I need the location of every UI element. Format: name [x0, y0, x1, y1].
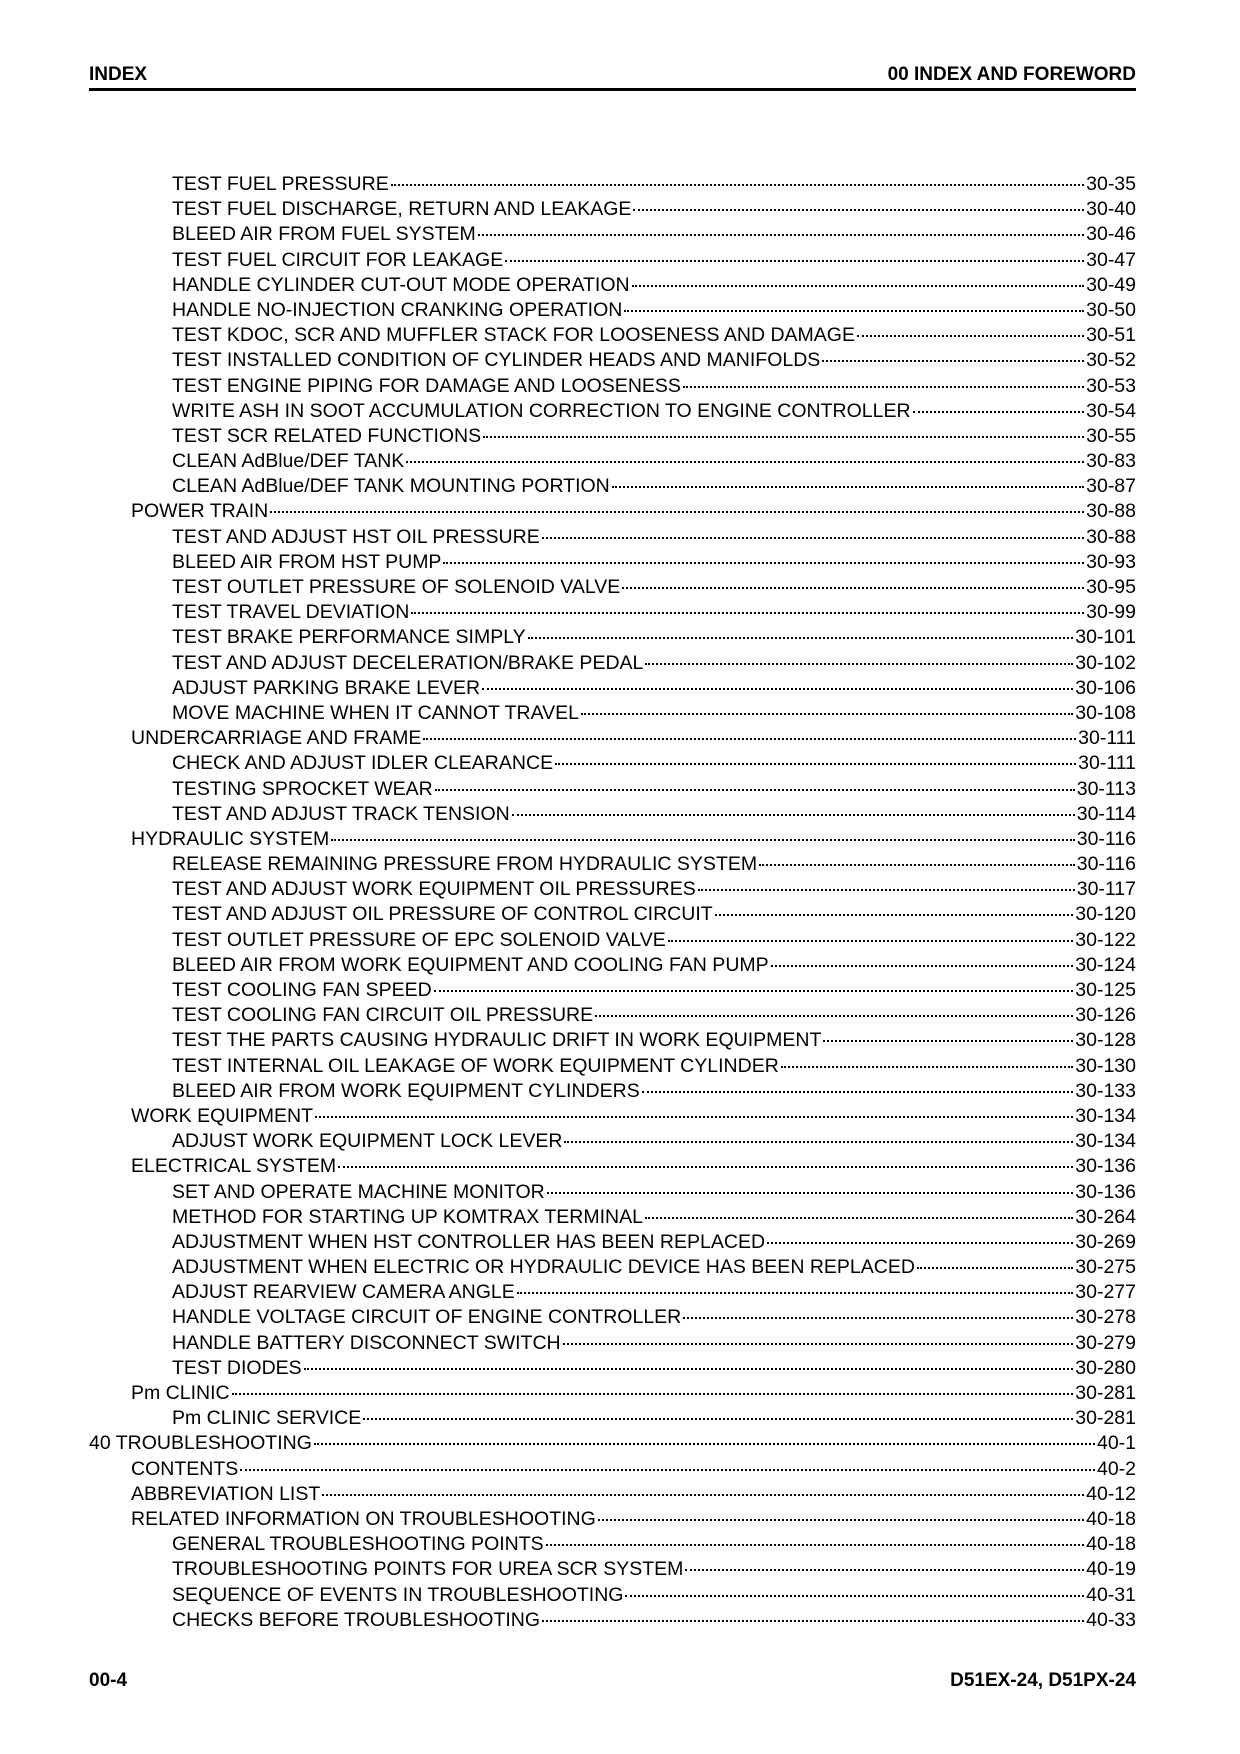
toc-entry-title: HANDLE CYLINDER CUT-OUT MODE OPERATION — [172, 273, 630, 296]
toc-dot-leader — [683, 386, 1084, 388]
toc-entry-page: 30-106 — [1075, 676, 1136, 699]
toc-entry-page: 30-275 — [1075, 1256, 1136, 1279]
toc-entry-title: TEST KDOC, SCR AND MUFFLER STACK FOR LOOSENESS AND DAMAGE — [172, 324, 855, 347]
toc-entry[interactable] — [89, 399, 1136, 424]
toc-entry[interactable] — [89, 726, 1136, 751]
toc-dot-leader — [771, 965, 1074, 967]
toc-entry[interactable] — [89, 499, 1136, 524]
toc-entry-title: TEST AND ADJUST TRACK TENSION — [172, 802, 510, 825]
toc-dot-leader — [478, 234, 1084, 236]
toc-entry-page: 30-88 — [1086, 500, 1136, 523]
toc-entry-title: TEST ENGINE PIPING FOR DAMAGE AND LOOSENESS — [172, 374, 681, 397]
toc-entry[interactable] — [89, 1154, 1136, 1179]
toc-entry-title: UNDERCARRIAGE AND FRAME — [131, 727, 422, 750]
toc-dot-leader — [595, 1015, 1073, 1017]
toc-entry[interactable] — [89, 298, 1136, 323]
toc-entry-title: TEST AND ADJUST OIL PRESSURE OF CONTROL CIRCUIT — [172, 903, 713, 926]
toc-dot-leader — [406, 461, 1084, 463]
toc-entry-title: SEQUENCE OF EVENTS IN TROUBLESHOOTING — [172, 1583, 624, 1606]
toc-entry-page: 30-136 — [1075, 1180, 1136, 1203]
toc-entry[interactable] — [89, 1079, 1136, 1104]
model-designation: D51EX-24, D51PX-24 — [950, 1670, 1136, 1691]
toc-entry[interactable] — [89, 827, 1136, 852]
toc-dot-leader — [823, 1040, 1073, 1042]
toc-entry-page: 30-122 — [1075, 928, 1136, 951]
toc-entry[interactable] — [89, 1230, 1136, 1255]
toc-dot-leader — [633, 209, 1084, 211]
toc-dot-leader — [423, 738, 1076, 740]
toc-dot-leader — [434, 990, 1074, 992]
toc-entry-page: 30-46 — [1086, 223, 1136, 246]
toc-entry[interactable] — [89, 1431, 1136, 1456]
toc-entry[interactable] — [89, 575, 1136, 600]
toc-dot-leader — [483, 436, 1084, 438]
toc-entry[interactable] — [89, 1557, 1136, 1582]
toc-entry-page: 30-277 — [1075, 1281, 1136, 1304]
toc-entry-title: WORK EQUIPMENT — [131, 1104, 314, 1127]
toc-entry-title: TEST FUEL PRESSURE — [172, 173, 389, 195]
page-number: 00-4 — [89, 1670, 128, 1691]
toc-entry-page: 30-116 — [1076, 853, 1136, 876]
toc-entry-title: TEST THE PARTS CAUSING HYDRAULIC DRIFT IN WORK EQUIPMENT — [172, 1029, 822, 1052]
toc-entry-page: 30-269 — [1075, 1230, 1136, 1253]
toc-dot-leader — [546, 1544, 1084, 1546]
toc-entry-title: TEST INSTALLED CONDITION OF CYLINDER HEADS AND MANIFOLDS — [172, 349, 821, 372]
toc-entry-page: 30-53 — [1086, 374, 1136, 397]
toc-dot-leader — [685, 1569, 1084, 1571]
toc-entry-title: ADJUST REARVIEW CAMERA ANGLE — [172, 1281, 515, 1304]
header-section-label: INDEX — [89, 64, 148, 85]
toc-entry-page: 30-279 — [1075, 1331, 1136, 1354]
toc-entry-page: 30-117 — [1076, 878, 1136, 901]
toc-entry-title: METHOD FOR STARTING UP KOMTRAX TERMINAL — [172, 1205, 643, 1228]
toc-dot-leader — [304, 1368, 1074, 1370]
toc-entry-title: TEST AND ADJUST WORK EQUIPMENT OIL PRESSURES — [172, 878, 696, 901]
toc-entry-page: 40-2 — [1096, 1457, 1136, 1480]
toc-entry-page: 30-111 — [1078, 727, 1136, 750]
toc-entry[interactable] — [89, 525, 1136, 550]
toc-dot-leader — [517, 1292, 1073, 1294]
toc-dot-leader — [612, 486, 1084, 488]
toc-entry-title: HANDLE BATTERY DISCONNECT SWITCH — [172, 1331, 561, 1354]
toc-dot-leader — [443, 562, 1084, 564]
toc-entry[interactable] — [89, 1305, 1136, 1330]
toc-entry-title: MOVE MACHINE WHEN IT CANNOT TRAVEL — [172, 701, 580, 724]
toc-entry[interactable] — [89, 1583, 1136, 1608]
toc-entry-page: 30-124 — [1075, 953, 1136, 976]
toc-entry-title: BLEED AIR FROM FUEL SYSTEM — [172, 223, 476, 246]
toc-entry-title: BLEED AIR FROM WORK EQUIPMENT AND COOLING FAN PUMP — [172, 953, 769, 976]
toc-entry[interactable] — [89, 1331, 1136, 1356]
toc-entry[interactable] — [89, 701, 1136, 726]
toc-dot-leader — [547, 1192, 1074, 1194]
toc-entry-title: CHECKS BEFORE TROUBLESHOOTING — [172, 1608, 541, 1631]
toc-dot-leader — [822, 360, 1084, 362]
toc-entry[interactable] — [89, 877, 1136, 902]
toc-dot-leader — [435, 789, 1075, 791]
toc-dot-leader — [363, 1418, 1073, 1420]
toc-dot-leader — [581, 713, 1073, 715]
toc-dot-leader — [622, 587, 1084, 589]
toc-entry[interactable] — [89, 197, 1136, 222]
toc-entry[interactable] — [89, 248, 1136, 273]
toc-entry[interactable] — [89, 676, 1136, 701]
toc-dot-leader — [563, 1343, 1074, 1345]
toc-entry[interactable] — [89, 852, 1136, 877]
toc-dot-leader — [598, 1519, 1084, 1521]
toc-entry-page: 40-1 — [1096, 1432, 1136, 1455]
page-footer — [89, 1670, 1136, 1692]
table-of-contents — [89, 172, 1136, 1633]
toc-entry[interactable] — [89, 348, 1136, 373]
toc-dot-leader — [759, 864, 1075, 866]
toc-dot-leader — [632, 285, 1085, 287]
toc-entry-title: 40 TROUBLESHOOTING — [89, 1432, 312, 1455]
toc-entry-page: 30-128 — [1075, 1029, 1136, 1052]
toc-entry-title: POWER TRAIN — [131, 500, 269, 523]
toc-entry-title: ADJUSTMENT WHEN ELECTRIC OR HYDRAULIC DEVICE HAS BEEN REPLACED — [172, 1256, 915, 1279]
toc-entry[interactable] — [89, 1482, 1136, 1507]
toc-entry[interactable] — [89, 1406, 1136, 1431]
toc-dot-leader — [698, 889, 1075, 891]
toc-dot-leader — [391, 184, 1084, 186]
toc-entry-title: TEST FUEL DISCHARGE, RETURN AND LEAKAGE — [172, 198, 632, 221]
toc-entry-page: 30-93 — [1086, 550, 1136, 573]
toc-entry-title: CONTENTS — [131, 1457, 239, 1480]
toc-entry[interactable] — [89, 777, 1136, 802]
toc-entry-page: 30-88 — [1086, 525, 1136, 548]
toc-entry-title: RELATED INFORMATION ON TROUBLESHOOTING — [131, 1507, 596, 1530]
toc-entry-page: 30-101 — [1075, 626, 1136, 649]
toc-entry-page: 30-54 — [1086, 399, 1136, 422]
toc-entry[interactable] — [89, 1280, 1136, 1305]
toc-entry-title: CLEAN AdBlue/DEF TANK — [172, 450, 405, 473]
toc-dot-leader — [913, 411, 1085, 413]
toc-entry-page: 30-55 — [1086, 424, 1136, 447]
toc-entry[interactable] — [89, 374, 1136, 399]
toc-dot-leader — [270, 511, 1084, 513]
toc-dot-leader — [512, 814, 1075, 816]
toc-dot-leader — [315, 1116, 1073, 1118]
toc-entry[interactable] — [89, 1054, 1136, 1079]
toc-entry[interactable] — [89, 1608, 1136, 1633]
toc-dot-leader — [668, 940, 1074, 942]
toc-dot-leader — [528, 637, 1074, 639]
toc-dot-leader — [482, 688, 1073, 690]
toc-entry-title: SET AND OPERATE MACHINE MONITOR — [172, 1180, 545, 1203]
toc-entry[interactable] — [89, 751, 1136, 776]
header-rule — [89, 88, 1136, 91]
page-header — [89, 56, 1136, 86]
toc-dot-leader — [857, 335, 1084, 337]
toc-entry-title: Pm CLINIC — [131, 1382, 230, 1404]
toc-entry-title: Pm CLINIC SERVICE — [172, 1407, 362, 1430]
toc-entry-title: TEST COOLING FAN SPEED — [172, 979, 432, 1001]
toc-entry[interactable] — [89, 222, 1136, 247]
toc-entry-title: ADJUST PARKING BRAKE LEVER — [172, 676, 481, 699]
toc-entry[interactable] — [89, 1255, 1136, 1280]
toc-entry-title: TROUBLESHOOTING POINTS FOR UREA SCR SYSTEM — [172, 1558, 684, 1581]
toc-entry-title: TEST OUTLET PRESSURE OF EPC SOLENOID VALVE — [172, 928, 666, 951]
toc-entry-page: 30-87 — [1086, 475, 1136, 498]
toc-entry[interactable] — [89, 651, 1136, 676]
toc-entry-title: TEST FUEL CIRCUIT FOR LEAKAGE — [172, 248, 504, 271]
toc-entry-title: WRITE ASH IN SOOT ACCUMULATION CORRECTION TO ENGINE CONTROLLER — [172, 399, 911, 422]
toc-entry-title: BLEED AIR FROM WORK EQUIPMENT CYLINDERS — [172, 1079, 640, 1102]
toc-entry-title: ADJUST WORK EQUIPMENT LOCK LEVER — [172, 1130, 563, 1153]
toc-dot-leader — [683, 1317, 1073, 1319]
toc-entry-page: 40-18 — [1086, 1533, 1136, 1556]
toc-dot-leader — [240, 1469, 1095, 1471]
toc-dot-leader — [781, 1066, 1073, 1068]
toc-entry-title: TEST COOLING FAN CIRCUIT OIL PRESSURE — [172, 1004, 594, 1027]
toc-entry-page: 30-113 — [1076, 777, 1136, 800]
toc-dot-leader — [624, 310, 1084, 312]
toc-dot-leader — [411, 612, 1084, 614]
toc-entry-page: 30-278 — [1075, 1306, 1136, 1329]
header-chapter-title: 00 INDEX AND FOREWORD — [887, 64, 1136, 85]
toc-dot-leader — [715, 914, 1074, 916]
toc-entry[interactable] — [89, 550, 1136, 575]
toc-entry-page: 40-19 — [1086, 1558, 1136, 1581]
toc-entry-page: 30-99 — [1086, 601, 1136, 624]
toc-entry[interactable] — [89, 424, 1136, 449]
toc-entry-page: 30-52 — [1086, 349, 1136, 372]
toc-entry-page: 30-50 — [1086, 298, 1136, 321]
toc-entry-page: 30-134 — [1075, 1130, 1136, 1153]
toc-dot-leader — [331, 839, 1074, 841]
toc-entry-page: 40-18 — [1086, 1507, 1136, 1530]
toc-entry-title: CLEAN AdBlue/DEF TANK MOUNTING PORTION — [172, 475, 610, 498]
toc-entry-page: 30-126 — [1075, 1004, 1136, 1027]
toc-entry-page: 30-281 — [1075, 1382, 1136, 1404]
toc-entry-title: TEST SCR RELATED FUNCTIONS — [172, 424, 482, 447]
toc-entry[interactable] — [89, 802, 1136, 827]
toc-entry[interactable] — [89, 1104, 1136, 1129]
toc-dot-leader — [555, 763, 1076, 765]
toc-entry[interactable] — [89, 1457, 1136, 1482]
toc-dot-leader — [322, 1494, 1084, 1496]
toc-entry-title: TEST AND ADJUST HST OIL PRESSURE — [172, 525, 540, 548]
toc-dot-leader — [232, 1393, 1074, 1395]
toc-entry-page: 30-114 — [1076, 802, 1136, 825]
toc-entry-page: 30-40 — [1086, 198, 1136, 221]
toc-entry-page: 40-12 — [1086, 1482, 1136, 1505]
toc-entry[interactable] — [89, 172, 1136, 197]
toc-dot-leader — [645, 1217, 1073, 1219]
toc-entry[interactable] — [89, 323, 1136, 348]
toc-dot-leader — [625, 1595, 1084, 1597]
toc-entry[interactable] — [89, 902, 1136, 927]
toc-entry[interactable] — [89, 449, 1136, 474]
toc-entry[interactable] — [89, 928, 1136, 953]
toc-entry-title: TEST OUTLET PRESSURE OF SOLENOID VALVE — [172, 576, 621, 598]
toc-entry-page: 30-133 — [1075, 1079, 1136, 1102]
toc-entry-page: 30-83 — [1086, 450, 1136, 473]
toc-entry-page: 30-116 — [1076, 827, 1136, 850]
toc-entry-title: TEST TRAVEL DEVIATION — [172, 601, 410, 624]
toc-dot-leader — [564, 1141, 1073, 1143]
toc-entry-page: 40-31 — [1086, 1583, 1136, 1606]
toc-entry-page: 40-33 — [1086, 1608, 1136, 1631]
toc-entry[interactable] — [89, 625, 1136, 650]
toc-entry-page: 30-111 — [1078, 752, 1136, 775]
toc-entry-title: TESTING SPROCKET WEAR — [172, 777, 433, 800]
toc-dot-leader — [767, 1242, 1073, 1244]
toc-dot-leader — [338, 1166, 1073, 1168]
toc-entry[interactable] — [89, 978, 1136, 1003]
toc-entry-title: TEST BRAKE PERFORMANCE SIMPLY — [172, 626, 526, 649]
toc-entry-page: 30-125 — [1075, 979, 1136, 1001]
toc-entry-title: HANDLE VOLTAGE CIRCUIT OF ENGINE CONTROLLER — [172, 1306, 682, 1329]
toc-entry[interactable] — [89, 953, 1136, 978]
toc-dot-leader — [505, 260, 1084, 262]
toc-dot-leader — [645, 663, 1073, 665]
toc-entry-page: 30-47 — [1086, 248, 1136, 271]
toc-entry[interactable] — [89, 1129, 1136, 1154]
toc-entry-title: BLEED AIR FROM HST PUMP — [172, 550, 442, 573]
toc-entry-page: 30-108 — [1075, 701, 1136, 724]
toc-entry-page: 30-280 — [1075, 1356, 1136, 1379]
toc-dot-leader — [542, 537, 1084, 539]
toc-entry-title: GENERAL TROUBLESHOOTING POINTS — [172, 1533, 544, 1556]
toc-entry-page: 30-281 — [1075, 1407, 1136, 1430]
toc-entry-page: 30-264 — [1075, 1205, 1136, 1228]
toc-entry-page: 30-35 — [1086, 173, 1136, 195]
toc-entry[interactable] — [89, 1507, 1136, 1532]
toc-entry[interactable] — [89, 1180, 1136, 1205]
toc-entry-title: ABBREVIATION LIST — [131, 1482, 321, 1505]
toc-entry[interactable] — [89, 273, 1136, 298]
toc-entry-page: 30-134 — [1075, 1104, 1136, 1127]
toc-dot-leader — [917, 1267, 1073, 1269]
toc-entry[interactable] — [89, 1356, 1136, 1381]
toc-dot-leader — [642, 1091, 1074, 1093]
toc-entry-title: CHECK AND ADJUST IDLER CLEARANCE — [172, 752, 554, 775]
toc-entry-title: TEST INTERNAL OIL LEAKAGE OF WORK EQUIPMENT CYLINDER — [172, 1054, 779, 1077]
toc-entry-page: 30-49 — [1086, 273, 1136, 296]
toc-entry-page: 30-136 — [1075, 1155, 1136, 1178]
toc-entry-title: ADJUSTMENT WHEN HST CONTROLLER HAS BEEN REPLACED — [172, 1230, 766, 1253]
toc-entry-page: 30-51 — [1086, 324, 1136, 347]
toc-dot-leader — [314, 1443, 1095, 1445]
toc-entry[interactable] — [89, 1205, 1136, 1230]
toc-entry-page: 30-130 — [1075, 1054, 1136, 1077]
toc-entry-title: TEST DIODES — [172, 1356, 302, 1379]
toc-entry-page: 30-102 — [1075, 651, 1136, 674]
toc-entry-title: TEST AND ADJUST DECELERATION/BRAKE PEDAL — [172, 651, 644, 674]
toc-entry-title: RELEASE REMAINING PRESSURE FROM HYDRAULIC SYSTEM — [172, 853, 758, 876]
toc-entry-title: HYDRAULIC SYSTEM — [131, 827, 330, 850]
toc-dot-leader — [542, 1620, 1084, 1622]
toc-entry[interactable] — [89, 474, 1136, 499]
toc-entry[interactable] — [89, 1532, 1136, 1557]
toc-entry[interactable] — [89, 600, 1136, 625]
toc-entry-title: ELECTRICAL SYSTEM — [131, 1155, 337, 1178]
toc-entry[interactable] — [89, 1028, 1136, 1053]
toc-entry[interactable] — [89, 1381, 1136, 1406]
toc-entry[interactable] — [89, 1003, 1136, 1028]
toc-entry-page: 30-95 — [1086, 576, 1136, 598]
toc-entry-title: HANDLE NO-INJECTION CRANKING OPERATION — [172, 298, 623, 321]
toc-entry-page: 30-120 — [1075, 903, 1136, 926]
